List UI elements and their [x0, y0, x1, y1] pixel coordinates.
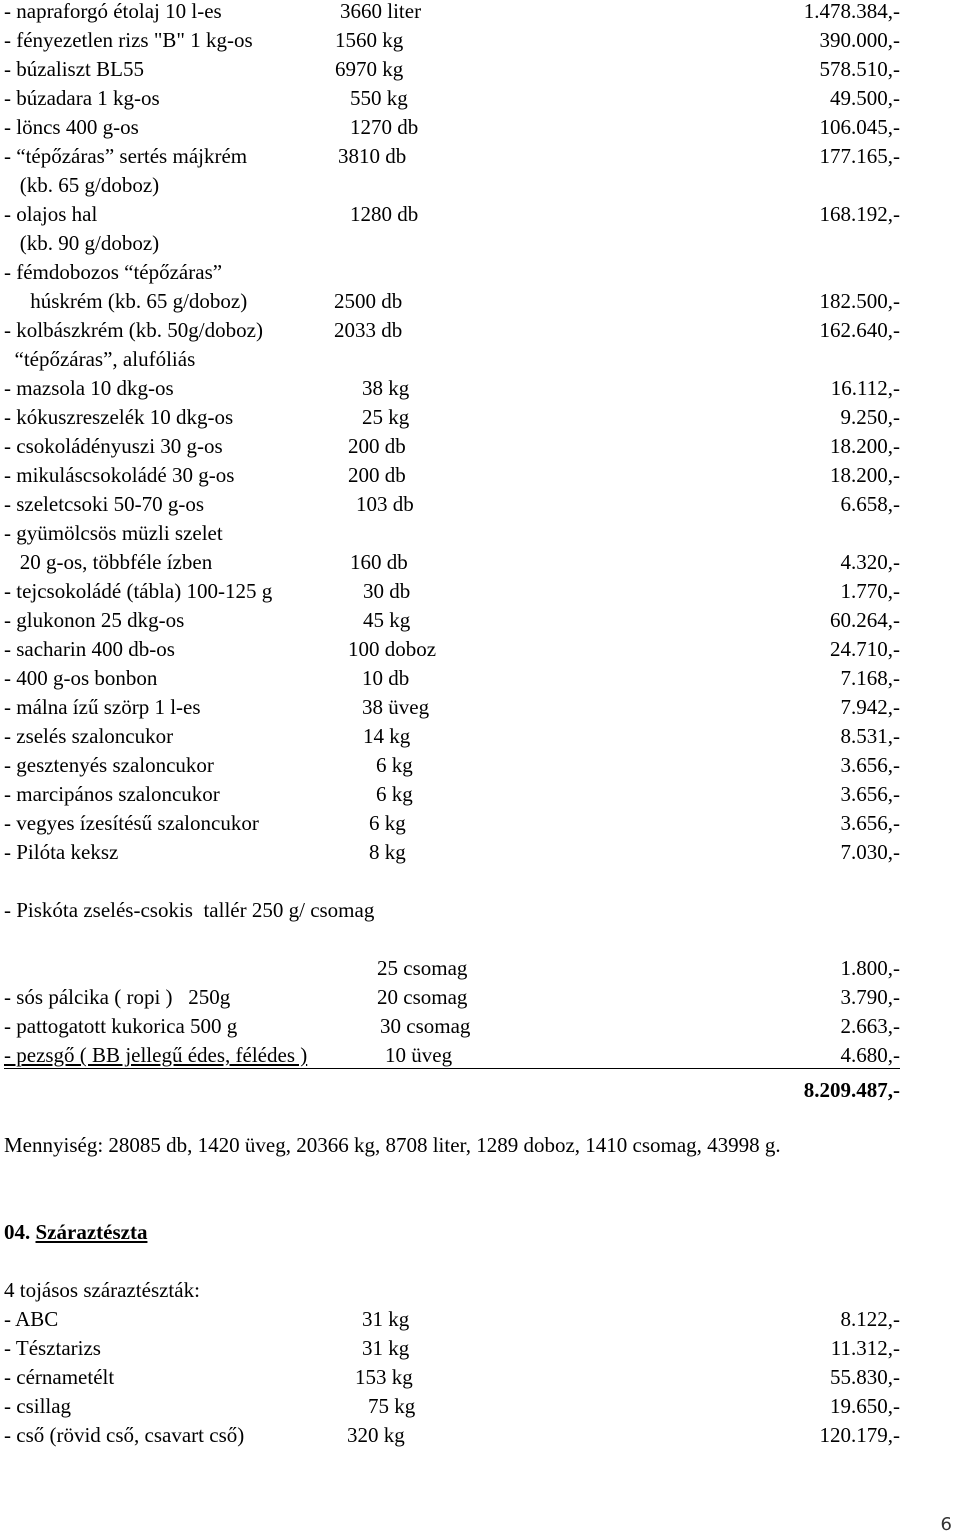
item-name: - csillag — [4, 1394, 72, 1418]
item-name: - olajos hal — [4, 202, 98, 226]
item-qty: 153 kg — [355, 1365, 413, 1389]
item-name: - Pilóta keksz — [4, 840, 119, 864]
item-qty: 6 kg — [369, 811, 406, 835]
list-item — [0, 26, 960, 55]
list-item — [0, 838, 960, 867]
list-item — [0, 983, 960, 1012]
list-item — [0, 432, 960, 461]
section-title — [4, 1218, 147, 1247]
item-qty: 550 kg — [350, 86, 408, 110]
item-price: 168.192,- — [819, 202, 900, 226]
list-item — [0, 171, 960, 200]
item-qty: 200 db — [348, 463, 406, 487]
list-item — [0, 606, 960, 635]
item-qty: 31 kg — [362, 1307, 410, 1331]
item-qty: 160 db — [350, 550, 408, 574]
item-name: - tejcsokoládé (tábla) 100-125 g — [4, 579, 273, 603]
item-qty: 25 csomag — [377, 956, 468, 980]
item-name: húskrém (kb. 65 g/doboz) — [4, 289, 248, 313]
item-name: - cső (rövid cső, csavart cső) — [4, 1423, 245, 1447]
list-item — [0, 84, 960, 113]
list-item — [0, 1041, 960, 1070]
subsection-label — [0, 1276, 960, 1305]
item-price: 9.250,- — [840, 405, 900, 429]
item-price: 3.656,- — [840, 753, 900, 777]
total-rule — [4, 1068, 900, 1069]
list-item — [0, 345, 960, 374]
list-item — [0, 809, 960, 838]
page-number: 6 — [940, 1514, 952, 1535]
item-price: 8.122,- — [840, 1307, 900, 1331]
list-item — [0, 635, 960, 664]
section-heading — [0, 1218, 960, 1247]
item-qty: 1280 db — [350, 202, 419, 226]
item-name: - fémdobozos “tépőzáras” — [4, 260, 223, 284]
item-price: 120.179,- — [819, 1423, 900, 1447]
item-name: - 400 g-os bonbon — [4, 666, 158, 690]
item-name: - kolbászkrém (kb. 50g/doboz) — [4, 318, 263, 342]
list-item — [0, 403, 960, 432]
item-name: - búzadara 1 kg-os — [4, 86, 160, 110]
item-qty: 30 db — [363, 579, 411, 603]
item-qty: 2033 db — [334, 318, 403, 342]
list-item — [0, 200, 960, 229]
quantity-summary — [0, 1131, 960, 1160]
item-qty: 75 kg — [368, 1394, 416, 1418]
item-qty: 3810 db — [338, 144, 407, 168]
item-price: 7.942,- — [840, 695, 900, 719]
item-name: - löncs 400 g-os — [4, 115, 139, 139]
item-name: - “tépőzáras” sertés májkrém — [4, 144, 248, 168]
item-qty: 100 doboz — [348, 637, 437, 661]
item-qty: 103 db — [356, 492, 414, 516]
item-qty: 8 kg — [369, 840, 406, 864]
item-price: 3.656,- — [840, 782, 900, 806]
list-item — [0, 113, 960, 142]
item-qty: 1560 kg — [335, 28, 404, 52]
item-name: - mikuláscsokoládé 30 g-os — [4, 463, 235, 487]
item-qty: 30 csomag — [380, 1014, 471, 1038]
item-qty: 6970 kg — [335, 57, 404, 81]
list-item — [0, 751, 960, 780]
list-item — [0, 490, 960, 519]
list-item — [0, 577, 960, 606]
item-name: - szeletcsoki 50-70 g-os — [4, 492, 205, 516]
list-item — [0, 287, 960, 316]
item-qty: 6 kg — [376, 782, 413, 806]
item-price: 8.531,- — [840, 724, 900, 748]
list-item — [0, 461, 960, 490]
item-name: - málna ízű szörp 1 l-es — [4, 695, 201, 719]
list-item — [0, 954, 960, 983]
summary-text: Mennyiség: 28085 db, 1420 üveg, 20366 kg, 8708 liter, 1289 doboz, 1410 csomag, 43998 g. — [4, 1133, 781, 1157]
piskota-line — [0, 896, 960, 925]
item-name: - zselés szaloncukor — [4, 724, 174, 748]
item-price: 390.000,- — [819, 28, 900, 52]
item-price: 177.165,- — [819, 144, 900, 168]
item-qty: 14 kg — [363, 724, 411, 748]
list-item — [0, 55, 960, 84]
item-name: - mazsola 10 dkg-os — [4, 376, 174, 400]
item-name: - Piskóta zselés-csokis tallér 250 g/ csomag — [4, 898, 375, 922]
item-name: - sacharin 400 db-os — [4, 637, 175, 661]
list-item — [0, 1012, 960, 1041]
item-price: 18.200,- — [830, 463, 900, 487]
list-item — [0, 142, 960, 171]
list-item — [0, 229, 960, 258]
item-name: - csokoládényuszi 30 g-os — [4, 434, 223, 458]
item-price: 60.264,- — [830, 608, 900, 632]
list-item — [0, 1334, 960, 1363]
list-item — [0, 1421, 960, 1450]
item-name: - vegyes ízesítésű szaloncukor — [4, 811, 259, 835]
list-item — [0, 316, 960, 345]
item-name: 20 g-os, többféle ízben — [4, 550, 213, 574]
item-qty: 3660 liter — [340, 0, 422, 23]
item-price: 1.800,- — [840, 956, 900, 980]
item-name: “tépőzáras”, alufóliás — [4, 347, 196, 371]
item-qty: 25 kg — [362, 405, 410, 429]
item-qty: 6 kg — [376, 753, 413, 777]
item-qty: 10 üveg — [385, 1043, 453, 1067]
item-name: - cérnametélt — [4, 1365, 115, 1389]
list-item — [0, 374, 960, 403]
item-price: 1.770,- — [840, 579, 900, 603]
item-price: 3.790,- — [840, 985, 900, 1009]
item-qty: 45 kg — [363, 608, 411, 632]
list-item — [0, 722, 960, 751]
item-price: 7.030,- — [840, 840, 900, 864]
item-price: 7.168,- — [840, 666, 900, 690]
item-price: 18.200,- — [830, 434, 900, 458]
item-qty: 320 kg — [347, 1423, 405, 1447]
item-name: - gesztenyés szaloncukor — [4, 753, 214, 777]
item-price: 1.478.384,- — [803, 0, 900, 23]
item-price: 55.830,- — [830, 1365, 900, 1389]
item-price: 24.710,- — [830, 637, 900, 661]
item-price: 182.500,- — [819, 289, 900, 313]
item-price: 106.045,- — [819, 115, 900, 139]
section-name: Száraztészta — [35, 1220, 148, 1244]
item-price: 578.510,- — [819, 57, 900, 81]
item-qty: 38 kg — [362, 376, 410, 400]
item-price: 162.640,- — [819, 318, 900, 342]
item-name: - fényezetlen rizs "B" 1 kg-os — [4, 28, 253, 52]
item-name: - glukonon 25 dkg-os — [4, 608, 185, 632]
item-price: 19.650,- — [830, 1394, 900, 1418]
list-item — [0, 1363, 960, 1392]
item-name: (kb. 65 g/doboz) — [4, 173, 160, 197]
list-item — [0, 1392, 960, 1421]
item-price: 4.680,- — [840, 1043, 900, 1067]
item-price: 2.663,- — [840, 1014, 900, 1038]
item-qty: 2500 db — [334, 289, 403, 313]
item-name: - pezsgő ( BB jellegű édes, félédes ) — [4, 1043, 308, 1067]
item-name: - marcipános szaloncukor — [4, 782, 220, 806]
item-qty: 38 üveg — [362, 695, 430, 719]
item-price: 16.112,- — [830, 376, 900, 400]
subsection-text: 4 tojásos száraztészták: — [4, 1278, 200, 1302]
list-item — [0, 693, 960, 722]
item-qty: 31 kg — [362, 1336, 410, 1360]
item-qty: 20 csomag — [377, 985, 468, 1009]
item-qty: 1270 db — [350, 115, 419, 139]
total-row — [0, 1076, 960, 1105]
item-qty: 200 db — [348, 434, 406, 458]
list-item — [0, 548, 960, 577]
item-qty: 10 db — [362, 666, 410, 690]
grand-total: 8.209.487,- — [803, 1078, 900, 1102]
item-price: 6.658,- — [840, 492, 900, 516]
list-item — [0, 664, 960, 693]
item-price: 3.656,- — [840, 811, 900, 835]
list-item — [0, 780, 960, 809]
item-name: - ABC — [4, 1307, 59, 1331]
item-price: 11.312,- — [830, 1336, 900, 1360]
item-name: - Tésztarizs — [4, 1336, 101, 1360]
item-name: - gyümölcsös müzli szelet — [4, 521, 223, 545]
item-price: 49.500,- — [830, 86, 900, 110]
list-item — [0, 258, 960, 287]
list-item — [0, 519, 960, 548]
item-name: (kb. 90 g/doboz) — [4, 231, 160, 255]
list-item — [0, 0, 960, 26]
item-name: - búzaliszt BL55 — [4, 57, 144, 81]
item-price: 4.320,- — [840, 550, 900, 574]
item-name: - pattogatott kukorica 500 g — [4, 1014, 238, 1038]
list-item — [0, 1305, 960, 1334]
section-number: 04. — [4, 1220, 31, 1244]
item-name: - sós pálcika ( ropi ) 250g — [4, 985, 231, 1009]
item-name: - napraforgó étolaj 10 l-es — [4, 0, 222, 23]
item-name: - kókuszreszelék 10 dkg-os — [4, 405, 234, 429]
